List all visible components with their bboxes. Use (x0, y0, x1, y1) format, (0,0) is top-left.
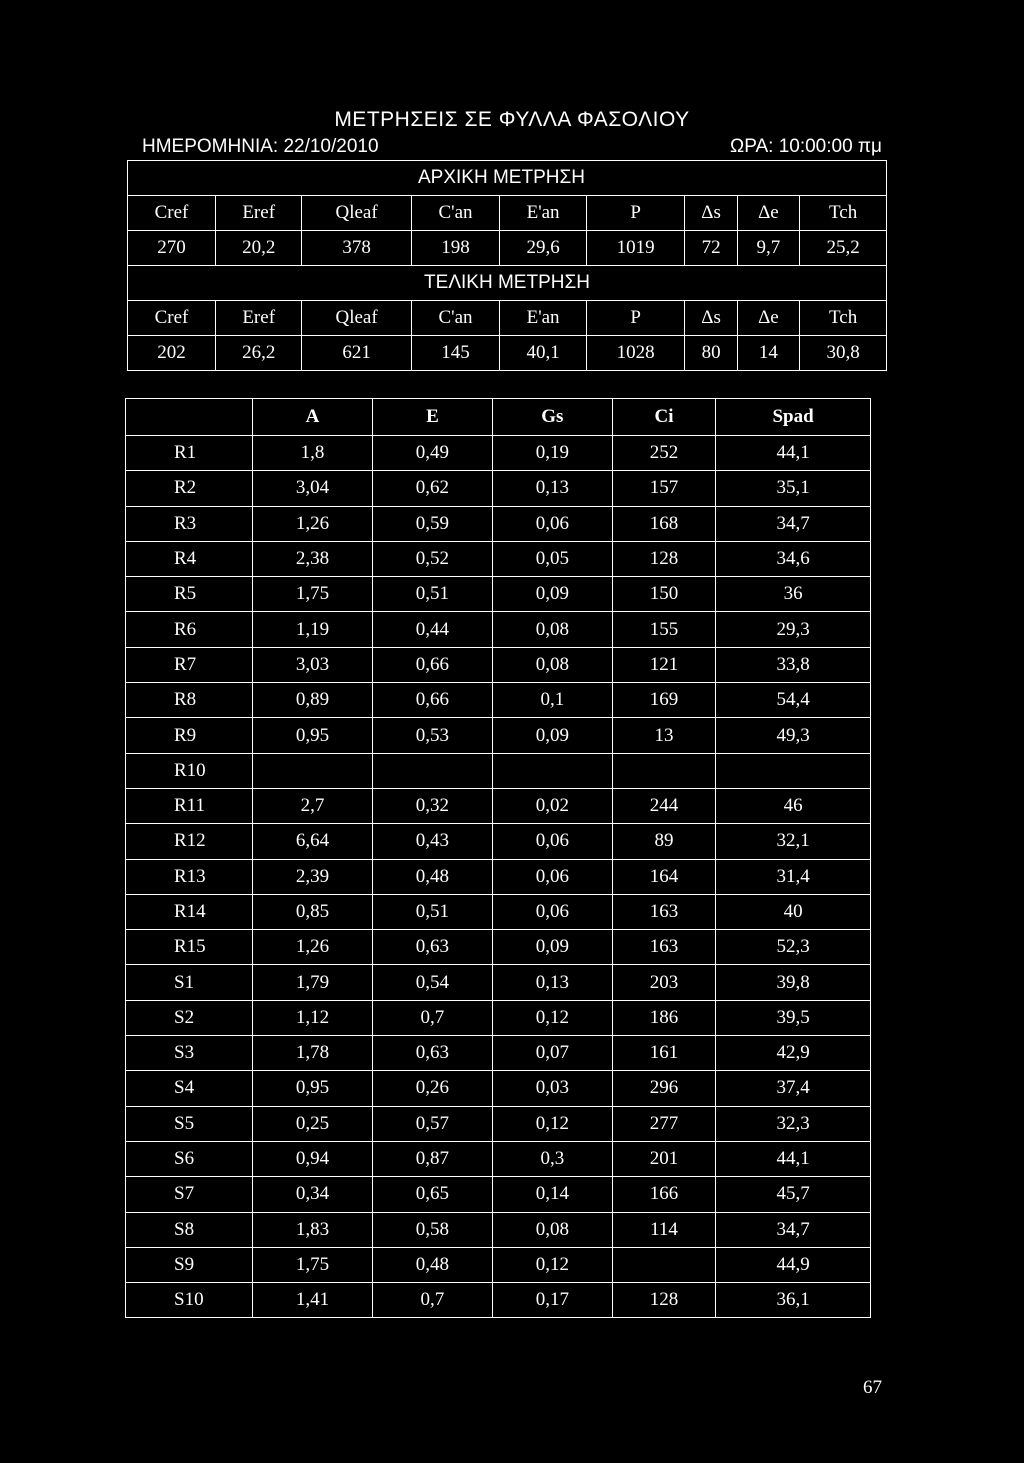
table-cell: 1,75 (253, 577, 373, 612)
table-cell: 33,8 (716, 647, 871, 682)
final-values-cell: 145 (411, 336, 500, 371)
table-cell: 44,1 (716, 436, 871, 471)
table-cell: 0,17 (492, 1283, 612, 1318)
table-cell (253, 753, 373, 788)
final-values-cell: 26,2 (215, 336, 302, 371)
table-cell: 0,63 (372, 1036, 492, 1071)
final-headers-cell: C'an (411, 301, 500, 336)
table-cell: 2,38 (253, 541, 373, 576)
table-cell: 0,06 (492, 506, 612, 541)
table-cell: 0,63 (372, 930, 492, 965)
table-cell: 203 (612, 965, 715, 1000)
table-cell: 150 (612, 577, 715, 612)
row-label: R1 (126, 436, 253, 471)
row-label: R14 (126, 894, 253, 929)
table-row (126, 859, 871, 894)
table-cell: 52,3 (716, 930, 871, 965)
table-row (126, 824, 871, 859)
table-cell: 35,1 (716, 471, 871, 506)
table-cell: 0,12 (492, 1247, 612, 1282)
table-cell: 49,3 (716, 718, 871, 753)
table-cell: 89 (612, 824, 715, 859)
table-cell: 163 (612, 894, 715, 929)
row-label: S9 (126, 1247, 253, 1282)
initial-values-row (128, 231, 887, 266)
row-label: S4 (126, 1071, 253, 1106)
table-cell: 1,8 (253, 436, 373, 471)
row-label: R9 (126, 718, 253, 753)
row-label: S6 (126, 1141, 253, 1176)
table-cell: 157 (612, 471, 715, 506)
table-cell: 0,06 (492, 824, 612, 859)
table-cell: 0,43 (372, 824, 492, 859)
table-cell: 0,85 (253, 894, 373, 929)
table-cell: 0,32 (372, 788, 492, 823)
final-headers-cell: Cref (128, 301, 216, 336)
table-row (126, 683, 871, 718)
table-cell: 168 (612, 506, 715, 541)
table-cell: 0,09 (492, 718, 612, 753)
table-row (126, 1106, 871, 1141)
initial-values-cell: 198 (411, 231, 500, 266)
row-label: R4 (126, 541, 253, 576)
table-cell: 36,1 (716, 1283, 871, 1318)
table-cell: 32,1 (716, 824, 871, 859)
table-row (126, 577, 871, 612)
final-headers-cell: P (586, 301, 685, 336)
table-cell: 0,66 (372, 683, 492, 718)
table-cell: 3,03 (253, 647, 373, 682)
table-cell: 0,08 (492, 1212, 612, 1247)
table-cell: 169 (612, 683, 715, 718)
table-cell: 0,62 (372, 471, 492, 506)
row-label: S2 (126, 1000, 253, 1035)
table-cell: 0,7 (372, 1283, 492, 1318)
column-header: A (253, 399, 373, 436)
table-row (126, 436, 871, 471)
table-cell: 0,89 (253, 683, 373, 718)
table-cell: 0,12 (492, 1000, 612, 1035)
table-cell: 0,94 (253, 1141, 373, 1176)
table-cell: 6,64 (253, 824, 373, 859)
final-values-row (128, 336, 887, 371)
row-label: S7 (126, 1177, 253, 1212)
table-cell: 1,26 (253, 930, 373, 965)
final-headers-row (128, 301, 887, 336)
final-values-cell: 621 (302, 336, 411, 371)
column-header: Gs (492, 399, 612, 436)
table-cell: 13 (612, 718, 715, 753)
table-cell: 1,78 (253, 1036, 373, 1071)
date-line (142, 136, 882, 158)
table-cell: 0,12 (492, 1106, 612, 1141)
table-cell: 1,19 (253, 612, 373, 647)
table-cell: 0,34 (253, 1177, 373, 1212)
table-cell: 39,5 (716, 1000, 871, 1035)
row-label: R5 (126, 577, 253, 612)
table-cell: 186 (612, 1000, 715, 1035)
table-row (126, 965, 871, 1000)
row-label: S3 (126, 1036, 253, 1071)
final-headers-cell: Δs (685, 301, 737, 336)
table-cell: 34,6 (716, 541, 871, 576)
table-cell: 128 (612, 541, 715, 576)
column-header (126, 399, 253, 436)
table-cell: 0,59 (372, 506, 492, 541)
table-cell: 0,09 (492, 577, 612, 612)
table-cell: 2,39 (253, 859, 373, 894)
row-label: S10 (126, 1283, 253, 1318)
table-cell (612, 1247, 715, 1282)
initial-values-cell: 29,6 (500, 231, 587, 266)
table-cell: 0,57 (372, 1106, 492, 1141)
table-cell (716, 753, 871, 788)
table-cell: 0,3 (492, 1141, 612, 1176)
initial-headers-cell: E'an (500, 196, 587, 231)
final-headers-cell: E'an (500, 301, 587, 336)
initial-values-cell: 20,2 (215, 231, 302, 266)
initial-headers-cell: Qleaf (302, 196, 411, 231)
table-row (126, 753, 871, 788)
row-label: R2 (126, 471, 253, 506)
table-cell: 0,05 (492, 541, 612, 576)
page-title: ΜΕΤΡΗΣΕΙΣ ΣΕ ΦΥΛΛΑ ΦΑΣΟΛΙΟΥ (334, 108, 690, 131)
row-label: R8 (126, 683, 253, 718)
table-cell: 1,12 (253, 1000, 373, 1035)
final-values-cell: 30,8 (800, 336, 887, 371)
table-cell: 46 (716, 788, 871, 823)
time-label: ΩΡΑ: 10:00:00 πμ (730, 136, 882, 157)
table-row (126, 1283, 871, 1318)
table-cell: 0,54 (372, 965, 492, 1000)
page-number: 67 (863, 1377, 882, 1398)
table-cell: 128 (612, 1283, 715, 1318)
table-cell: 0,7 (372, 1000, 492, 1035)
table-cell: 0,65 (372, 1177, 492, 1212)
table-cell: 0,26 (372, 1071, 492, 1106)
final-headers-cell: Qleaf (302, 301, 411, 336)
table-cell: 0,13 (492, 471, 612, 506)
table-cell: 44,1 (716, 1141, 871, 1176)
table-cell: 0,51 (372, 894, 492, 929)
table-cell: 2,7 (253, 788, 373, 823)
table-cell: 0,44 (372, 612, 492, 647)
table-row (126, 1036, 871, 1071)
table-cell: 0,14 (492, 1177, 612, 1212)
table-cell (372, 753, 492, 788)
initial-values-cell: 378 (302, 231, 411, 266)
table-cell: 44,9 (716, 1247, 871, 1282)
row-label: R6 (126, 612, 253, 647)
final-values-cell: 40,1 (500, 336, 587, 371)
table-cell: 166 (612, 1177, 715, 1212)
table-cell: 1,75 (253, 1247, 373, 1282)
summary-table (127, 160, 887, 371)
row-label: R10 (126, 753, 253, 788)
row-label: S8 (126, 1212, 253, 1247)
table-cell: 0,48 (372, 859, 492, 894)
table-cell: 244 (612, 788, 715, 823)
row-label: R11 (126, 788, 253, 823)
initial-headers-cell: Tch (800, 196, 887, 231)
initial-headers-cell: C'an (411, 196, 500, 231)
table-cell: 201 (612, 1141, 715, 1176)
date-label: ΗΜΕΡΟΜΗΝΙΑ: 22/10/2010 (142, 136, 379, 157)
initial-headers-cell: Δe (737, 196, 800, 231)
table-cell: 161 (612, 1036, 715, 1071)
initial-values-cell: 1019 (586, 231, 685, 266)
table-row (126, 506, 871, 541)
table-row (126, 471, 871, 506)
table-cell: 163 (612, 930, 715, 965)
table-cell: 277 (612, 1106, 715, 1141)
initial-values-cell: 72 (685, 231, 737, 266)
initial-heading: ΑΡΧΙΚΗ ΜΕΤΡΗΣΗ (128, 161, 887, 196)
initial-values-cell: 25,2 (800, 231, 887, 266)
measurements-table (125, 398, 871, 1318)
table-cell: 32,3 (716, 1106, 871, 1141)
final-values-cell: 80 (685, 336, 737, 371)
final-values-cell: 1028 (586, 336, 685, 371)
table-cell: 0,95 (253, 718, 373, 753)
table-cell: 0,03 (492, 1071, 612, 1106)
final-values-cell: 202 (128, 336, 216, 371)
table-cell: 0,49 (372, 436, 492, 471)
table-cell: 39,8 (716, 965, 871, 1000)
table-cell: 0,02 (492, 788, 612, 823)
table-cell: 0,13 (492, 965, 612, 1000)
column-header: Spad (716, 399, 871, 436)
table-row (126, 894, 871, 929)
initial-values-cell: 9,7 (737, 231, 800, 266)
table-cell: 0,09 (492, 930, 612, 965)
table-cell: 31,4 (716, 859, 871, 894)
table-cell: 0,95 (253, 1071, 373, 1106)
table-row (126, 612, 871, 647)
table-cell: 1,41 (253, 1283, 373, 1318)
table-cell: 155 (612, 612, 715, 647)
table-cell: 114 (612, 1212, 715, 1247)
initial-headers-cell: Eref (215, 196, 302, 231)
row-label: R3 (126, 506, 253, 541)
table-cell: 37,4 (716, 1071, 871, 1106)
table-cell: 121 (612, 647, 715, 682)
table-cell: 1,26 (253, 506, 373, 541)
table-row (126, 1141, 871, 1176)
initial-headers-row (128, 196, 887, 231)
column-header: Ci (612, 399, 715, 436)
table-cell: 0,87 (372, 1141, 492, 1176)
table-cell: 45,7 (716, 1177, 871, 1212)
table-row (126, 718, 871, 753)
row-label: S1 (126, 965, 253, 1000)
row-label: R15 (126, 930, 253, 965)
column-header: E (372, 399, 492, 436)
table-cell (492, 753, 612, 788)
table-row (126, 1247, 871, 1282)
table-cell: 0,53 (372, 718, 492, 753)
table-cell: 42,9 (716, 1036, 871, 1071)
table-row (126, 1071, 871, 1106)
table-cell: 0,19 (492, 436, 612, 471)
table-cell: 0,58 (372, 1212, 492, 1247)
table-cell: 0,66 (372, 647, 492, 682)
table-cell (612, 753, 715, 788)
table-cell: 0,51 (372, 577, 492, 612)
initial-headers-cell: P (586, 196, 685, 231)
final-heading: ΤΕΛΙΚΗ ΜΕΤΡΗΣΗ (128, 266, 887, 301)
table-cell: 34,7 (716, 1212, 871, 1247)
table-row (126, 930, 871, 965)
table-cell: 1,79 (253, 965, 373, 1000)
table-row (126, 647, 871, 682)
table-cell: 29,3 (716, 612, 871, 647)
table-cell: 0,07 (492, 1036, 612, 1071)
table-cell: 0,08 (492, 647, 612, 682)
table-cell: 0,06 (492, 894, 612, 929)
table-cell: 0,25 (253, 1106, 373, 1141)
table-row (126, 541, 871, 576)
final-headers-cell: Δe (737, 301, 800, 336)
table-row (126, 1177, 871, 1212)
final-values-cell: 14 (737, 336, 800, 371)
table-cell: 3,04 (253, 471, 373, 506)
table-cell: 296 (612, 1071, 715, 1106)
table-row (126, 1000, 871, 1035)
table-cell: 252 (612, 436, 715, 471)
table-cell: 0,48 (372, 1247, 492, 1282)
table-cell: 54,4 (716, 683, 871, 718)
row-label: R13 (126, 859, 253, 894)
table-cell: 36 (716, 577, 871, 612)
row-label: R7 (126, 647, 253, 682)
table-cell: 34,7 (716, 506, 871, 541)
initial-headers-cell: Δs (685, 196, 737, 231)
final-headers-cell: Eref (215, 301, 302, 336)
final-headers-cell: Tch (800, 301, 887, 336)
table-cell: 0,06 (492, 859, 612, 894)
row-label: R12 (126, 824, 253, 859)
initial-values-cell: 270 (128, 231, 216, 266)
table-cell: 0,52 (372, 541, 492, 576)
table-cell: 1,83 (253, 1212, 373, 1247)
table-row (126, 1212, 871, 1247)
table-cell: 0,1 (492, 683, 612, 718)
row-label: S5 (126, 1106, 253, 1141)
table-row (126, 788, 871, 823)
table-cell: 40 (716, 894, 871, 929)
initial-headers-cell: Cref (128, 196, 216, 231)
table-cell: 164 (612, 859, 715, 894)
table-cell: 0,08 (492, 612, 612, 647)
